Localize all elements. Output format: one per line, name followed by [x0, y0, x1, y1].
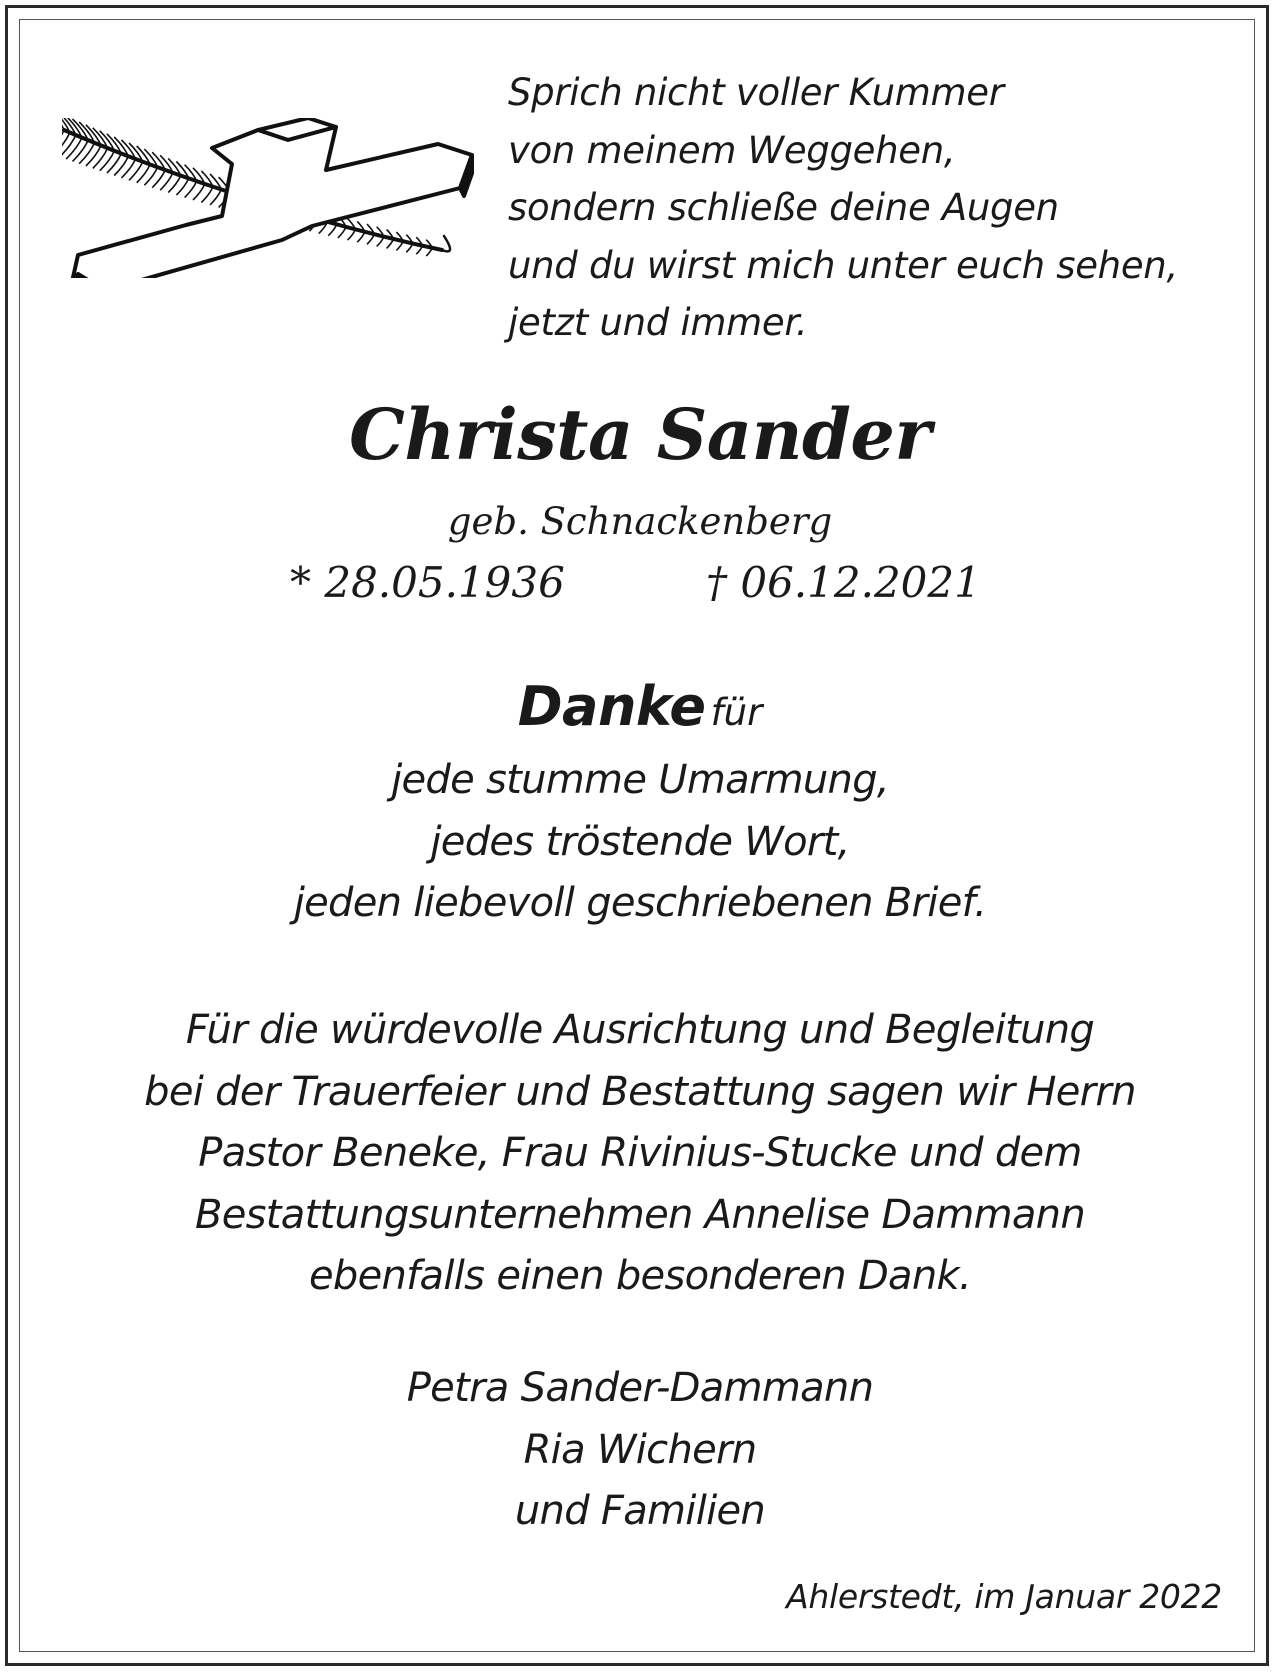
palm-leaflet: [73, 140, 89, 161]
palm-leaflet: [62, 135, 76, 157]
palm-leaflet: [396, 241, 403, 250]
palm-leaflet: [328, 224, 336, 235]
palm-leaflet: [377, 237, 384, 247]
poem-line: von meinem Weggehen,: [508, 128, 956, 172]
funeral-thanks-line: bei der Trauerfeier und Bestattung sagen wir Herrn: [144, 1068, 1136, 1115]
maiden-name: geb. Schnackenberg: [447, 500, 833, 543]
thanks-list: [0, 750, 1280, 935]
thanks-heading-word: Danke: [517, 675, 706, 738]
palm-leaflet: [210, 190, 221, 206]
palm-leaflet: [367, 234, 374, 244]
thanks-heading: [0, 672, 1280, 755]
funeral-thanks-line: Bestattungsunternehmen Annelise Dammann: [194, 1191, 1085, 1238]
signer-line: Petra Sander-Dammann: [406, 1365, 874, 1411]
funeral-thanks-paragraph: [0, 1000, 1280, 1308]
poem-line: und du wirst mich unter euch sehen,: [508, 243, 1178, 287]
poem-line: sondern schließe deine Augen: [508, 186, 1059, 229]
palm-leaflet: [338, 227, 346, 238]
deceased-name: Christa Sander: [349, 393, 931, 476]
thanks-line: jeden liebevoll geschriebenen Brief.: [293, 880, 987, 926]
palm-leaflet: [137, 164, 150, 182]
palm-leaflet: [66, 138, 82, 160]
place-and-date: Ahlerstedt, im Januar 2022: [786, 1577, 1222, 1616]
palm-leaflet: [79, 143, 94, 164]
thanks-heading-suffix: für: [710, 691, 763, 734]
signer-line: und Familien: [514, 1488, 766, 1534]
funeral-thanks-line: Pastor Beneke, Frau Rivinius-Stucke und dem: [198, 1130, 1082, 1176]
death-date: † 06.12.2021: [706, 558, 981, 607]
cross-with-palm-frond-icon: [62, 118, 474, 278]
palm-leaflet: [201, 187, 213, 203]
signer-line: Ria Wichern: [523, 1426, 757, 1473]
birth-date: * 28.05.1936: [290, 558, 565, 607]
poem-line: jetzt und immer.: [508, 301, 808, 344]
palm-leaflet: [357, 232, 365, 242]
signers-block: [0, 1358, 1280, 1543]
thanks-line: jedes tröstende Wort,: [430, 818, 850, 865]
palm-leaflet: [387, 239, 394, 248]
funeral-thanks-line: ebenfalls einen besonderen Dank.: [308, 1253, 971, 1299]
palm-leaflet: [348, 229, 356, 240]
poem-line: Sprich nicht voller Kummer: [508, 71, 1004, 114]
funeral-thanks-line: Für die würdevolle Ausrichtung und Begleitung: [185, 1007, 1095, 1053]
life-dates: [0, 558, 1280, 608]
poem-verse: [508, 64, 1248, 352]
thanks-line: jede stumme Umarmung,: [391, 757, 889, 803]
palm-leaflet: [62, 130, 64, 153]
